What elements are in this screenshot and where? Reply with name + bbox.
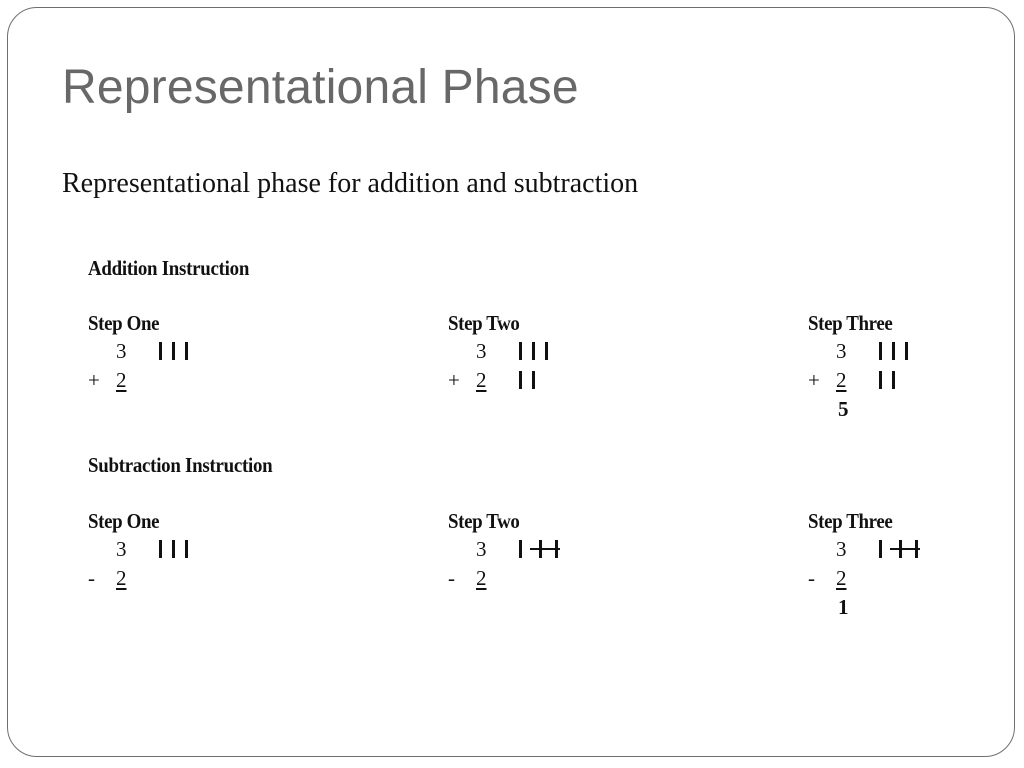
- tally-mark: [532, 342, 535, 360]
- tally-marks-top: [879, 342, 908, 360]
- tally-mark: [185, 540, 188, 558]
- tally-mark: [905, 342, 908, 360]
- cross-out-line: [530, 548, 560, 550]
- crossed-tally-marks: [519, 540, 561, 558]
- tally-marks-top: [519, 342, 548, 360]
- answer: 1: [838, 595, 849, 619]
- cross-out-line: [890, 548, 920, 550]
- tally-mark: [532, 371, 535, 389]
- operator-row: [808, 370, 847, 391]
- tally-mark: [879, 540, 882, 558]
- operator: -: [88, 566, 95, 590]
- tally-mark: [519, 371, 522, 389]
- tally-mark: [879, 371, 882, 389]
- step-label: Step Three: [808, 311, 893, 335]
- tally-marks-top: [159, 540, 188, 558]
- top-number: 3: [836, 339, 847, 363]
- step-label: Step One: [88, 311, 160, 335]
- operator-row: [448, 370, 487, 391]
- bottom-number: 2: [836, 566, 847, 590]
- tally-mark: [185, 342, 188, 360]
- tally-mark: [172, 342, 175, 360]
- answer: 5: [838, 397, 849, 421]
- tally-mark: [172, 540, 175, 558]
- addition-step-three: [808, 313, 948, 423]
- operator-row: [88, 568, 127, 589]
- tally-mark: [519, 540, 522, 558]
- operator: +: [808, 368, 820, 392]
- addition-step-one: [88, 313, 228, 423]
- top-number: 3: [116, 339, 127, 363]
- operator: +: [88, 368, 100, 392]
- bottom-number: 2: [476, 368, 487, 392]
- operator: +: [448, 368, 460, 392]
- tally-mark: [879, 342, 882, 360]
- slide-subtitle: Representational phase for addition and subtraction: [62, 168, 639, 199]
- subtraction-heading: Subtraction Instruction: [88, 453, 273, 477]
- operator-row: [88, 370, 127, 391]
- operator: -: [808, 566, 815, 590]
- tally-mark: [892, 371, 895, 389]
- tally-marks-top: [159, 342, 188, 360]
- bottom-number: 2: [836, 368, 847, 392]
- step-label: Step Two: [448, 509, 520, 533]
- tally-mark: [519, 342, 522, 360]
- bottom-number: 2: [116, 566, 127, 590]
- top-number: 3: [116, 537, 127, 561]
- operator: -: [448, 566, 455, 590]
- bottom-number: 2: [116, 368, 127, 392]
- subtraction-step-three: [808, 511, 948, 621]
- step-label: Step One: [88, 509, 160, 533]
- subtraction-step-two: [448, 511, 588, 621]
- tally-marks-bottom: [879, 371, 895, 389]
- tally-mark: [545, 342, 548, 360]
- addition-heading: Addition Instruction: [88, 256, 250, 280]
- addition-step-two: [448, 313, 588, 423]
- step-label: Step Two: [448, 311, 520, 335]
- tally-mark: [159, 342, 162, 360]
- tally-mark: [159, 540, 162, 558]
- operator-row: [808, 568, 847, 589]
- crossed-tally-marks: [879, 540, 921, 558]
- top-number: 3: [476, 339, 487, 363]
- tally-mark: [892, 342, 895, 360]
- slide-title: Representational Phase: [62, 61, 579, 114]
- bottom-number: 2: [476, 566, 487, 590]
- operator-row: [448, 568, 487, 589]
- subtraction-step-one: [88, 511, 228, 621]
- top-number: 3: [476, 537, 487, 561]
- step-label: Step Three: [808, 509, 893, 533]
- top-number: 3: [836, 537, 847, 561]
- tally-marks-bottom: [519, 371, 535, 389]
